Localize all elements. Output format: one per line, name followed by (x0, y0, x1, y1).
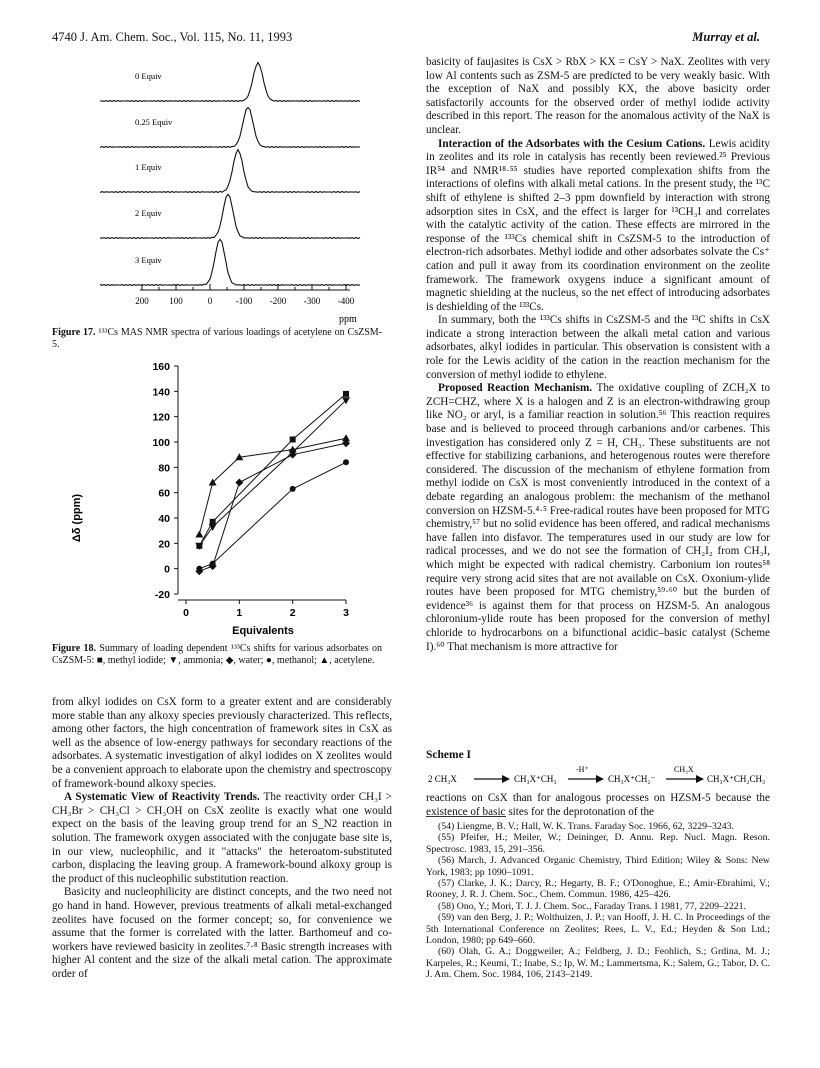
paragraph (426, 138, 770, 315)
reference-item: (55) Pfeifer, H.; Meiler, W.; Deininger, D. Annu. Rep. Nucl. Magn. Reson. Spectrosc. 1983, 15, 291–356. (426, 832, 770, 855)
section-heading: Interaction of the Adsorbates with the Cesium Cations. (438, 137, 706, 150)
reference-item: (59) van den Berg, J. P.; Wolthuizen, J. P.; van Hooff, J. H. C. In Proceedings of the 5th International Conference on Zeolites; Rees, L. V., Ed.; Heyden & Son Ltd.; London, 1980; pp 649–660. (426, 912, 770, 947)
chart-y-tick-label: -20 (154, 589, 170, 601)
figure-18-caption (52, 643, 382, 667)
reference-item: (56) March, J. Advanced Organic Chemistry, Third Edition; Wiley & Sons: New York, 1983; pp 1090–1091. (426, 855, 770, 878)
chart-x-tick-label: 0 (183, 607, 189, 619)
chart-y-tick-label: 80 (158, 462, 170, 475)
chart-y-tick-label: 160 (152, 361, 170, 373)
data-point-methyl-iodide (343, 391, 349, 397)
section-heading: Proposed Reaction Mechanism. (438, 382, 593, 395)
data-point-methanol (196, 566, 202, 572)
figure-17-label: Figure 17. (52, 327, 96, 338)
paragraph: In summary, both the ¹³³Cs shifts in CsZSM-5 and the ¹³C shifts in CsX indicate a strong interaction between the alkali metal cation and various adsorbates, alkyl iodides in particular. This observation is consistent with a role for the Lewis acidity of the cation in the reaction mechanism for the conversion of methyl iodide to ethylene. (426, 314, 770, 381)
spectra-x-tick-label: 100 (169, 296, 183, 306)
reference-item: (58) Ono, Y.; Mori, T. J. J. Chem. Soc., Faraday Trans. I 1981, 77, 2209–2221. (438, 900, 746, 912)
chart-y-tick-label: 40 (158, 513, 170, 525)
scheme-intermediate-1: CH₃X⁺CH₃ (514, 774, 557, 784)
spectra-x-unit: ppm (339, 314, 357, 325)
data-point-acetylene (342, 434, 350, 441)
references (426, 821, 770, 981)
paragraph-text: The oxidative coupling of ZCH₂X to ZCH=CHZ, where X is a halogen and Z is an electron-withdrawing group like NO₂ or aryl, is a familiar reaction in solution.⁵⁶ This reaction requires base and is believed to proceed through carbanions and/or carbenes. This investigation has considered only Z = H, CH₃. These substituents are not effective for stabilizing carbanions, and heterogenous routes were therefore considered. The discussion of the mechanism of ethylene formation from methyl iodide on CsX is most conveniently introduced in the context of a debate regarding an analogous problem: the mechanism of the methanol conversion on HZSM-5.⁴·⁵ Free-radical routes have been proposed for MTG chemistry,⁵⁷ but no solid evidence has been offered, and radical mechanisms have fallen into disfavor. The temperatures used in our study are low for radical processes, and we do not see the formation of CH₂I₂ from CH₃I, which might be expected with radical chemistry. Carbonium ion routes⁵⁸ require very strong acid sites that are not available on CsX. Oxonium-ylide routes have been proposed for MTG chemistry,⁵⁹·⁶⁰ but the burden of evidence³⁶ is against them for that process on HZSM-5. An analogous chloronium-ylide route has been proposed for the conversion of methyl chloride to hydrocarbons on a bifunctional acidic–basic catalyst (Scheme I).⁶⁰ That mechanism is more attractive for (426, 382, 770, 653)
trace-label: 0.25 Equiv (135, 117, 173, 127)
data-point-water (235, 479, 243, 487)
scheme-arrow-label-2: CH₃X (674, 765, 694, 774)
reference-item: (60) Olah, G. A.; Doggweiler, A.; Feldberg, J. D.; Feohlich, S.; Grdina, M. J.; Karpeles, R.; Keumi, T.; Inabe, S.; Ip, W. M.; Lammertsma, K.; Salem, G.; Tabor, D. C. J. Am. Chem. Soc. 1984, 106, 2143–2149. (426, 946, 770, 981)
chart-y-tick-label: 0 (164, 563, 170, 576)
reference-item: (54) Liengme, B. V.; Hall, W. K. Trans. Faraday Soc. 1966, 62, 3229–3243. (438, 821, 734, 832)
figure-17-caption-text: ¹³³Cs MAS NMR spectra of various loadings of acetylene on CsZSM-5. (52, 327, 382, 350)
spectra-x-tick-label: 0 (207, 296, 213, 306)
trace-label: 3 Equiv (135, 255, 162, 265)
nmr-trace (100, 63, 360, 102)
chart-y-tick-label: 120 (152, 411, 170, 424)
series-line-methyl-iodide (199, 394, 346, 546)
chart-y-tick-label: 20 (158, 538, 170, 551)
spectra-x-tick-label: -400 (337, 296, 355, 306)
scheme-1 (426, 764, 770, 790)
data-point-methanol (210, 561, 216, 567)
trace-label: 1 Equiv (135, 162, 162, 172)
scheme-title: Scheme I (426, 749, 472, 761)
paragraph: basicity of faujasites is CsX > RbX > KX = CsY > NaX. Zeolites with very low Al contents such as ZSM-5 are predicted to be very weakly basic. With the exception of NaX and possibly KX, the above basicity order satisfactorily accounts for the observed order of methyl iodide activity described in this report. The reason for the anomalous activity of the NaX is unclear. (426, 56, 770, 136)
spectra-x-tick-label: -200 (269, 296, 287, 306)
section-heading: A Systematic View of Reactivity Trends. (64, 791, 260, 804)
spectra-x-tick-label: -300 (303, 296, 321, 306)
left-column-body (52, 696, 392, 981)
right-column-body (426, 56, 770, 654)
chart-y-axis-label: Δδ (ppm) (71, 493, 83, 543)
figure-18-caption-text: Summary of loading dependent ¹³³Cs shifts for various adsorbates on CsZSM-5: ■, methyl iodide; ▼, ammonia; ◆, water; ●, methanol; ▲, acetylene. (52, 643, 382, 666)
chart-x-axis-label: Equivalents (232, 625, 294, 637)
spectra-x-tick-label: 200 (135, 296, 149, 306)
spectra-x-tick-label: -100 (235, 296, 253, 306)
series-line-acetylene (199, 438, 346, 534)
paragraph (426, 382, 770, 654)
scheme-arrow-label-1: -H⁺ (576, 765, 589, 774)
paragraph-text: Lewis acidity in zeolites and its role in catalysis has recently been reviewed.²⁵ Previous IR⁵⁴ and NMR¹⁸·⁵⁵ studies have reported complexation shifts from the interactions of olefins with alkali metal cations. In the present study, the ¹³C shift of ethylene is shifted 2–3 ppm downfield by interaction with strong adsorption sites in CsX, and the effect is larger for ¹³CH₃I and correlates with the catalytic activity of the cation. These effects are mirrored in the response of the ¹³³Cs chemical shift in CsZSM-5 to the introduction of electron-rich adsorbates. Methyl iodide and other adsorbates solvate the Cs⁺ cation and pull it away from its coordination environment on the zeolite framework. The framework oxygens induce a significant amount of magnetic shielding at the nucleus, so the net effect of introducing adsorbates is deshielding of the ¹³³Cs. (426, 137, 770, 313)
scheme-product: CH₃X⁺CH₂CH₃ (707, 774, 766, 784)
figure-18-chart (58, 358, 382, 642)
paragraph: Basicity and nucleophilicity are distinct concepts, and the two need not go hand in hand. However, previous treatments of alkali metal-exchanged zeolites have focused on the former concept; so, for convenience we assume that the former is correlated with the latter. Barthomeuf and co-workers have reviewed basicity in zeolites.⁷·⁸ Basic strength increases with higher Al content and the size of the alkali metal cation. The approximate order of (52, 886, 392, 980)
chart-x-tick-label: 2 (289, 607, 296, 619)
nmr-trace (100, 108, 360, 148)
data-point-methanol (290, 486, 296, 492)
chart-y-tick-label: 60 (158, 487, 170, 500)
chart-x-tick-label: 3 (343, 607, 349, 619)
chart-y-tick-label: 140 (152, 386, 170, 399)
scheme-reactant: 2 CH₃X (428, 774, 457, 784)
scheme-intermediate-2: CH₃X⁺CH₂⁻ (608, 774, 656, 784)
figure-17-spectra (100, 55, 380, 325)
series-line-methanol (199, 462, 346, 568)
running-header: 4740 J. Am. Chem. Soc., Vol. 115, No. 11, 1993 (52, 30, 293, 44)
data-point-methyl-iodide (290, 436, 296, 442)
footnote-rule (426, 816, 506, 817)
data-point-acetylene (195, 530, 203, 537)
figure-17-caption (52, 327, 382, 351)
chart-x-tick-label: 1 (236, 607, 243, 619)
paragraph-text: The reactivity order CH₃I > CH₃Br > CH₃Cl > CH₃OH on CsX zeolite is exactly what one would expect on the basis of the leaving group trend for an S_N2 reaction in solution. The framework oxygen associated with the conjugate base site is, in our view, nucleophilic, and it "attacks" the heteroatom-substituted carbon, displacing the leaving group. A framework-bound alkoxy group is the product of this nucleophilic substitution reaction. (52, 791, 392, 885)
paragraph: reactions on CsX than for analogous processes on HZSM-5 because the existence of basic sites for the deprotonation of the (426, 792, 770, 818)
chart-y-tick-label: 100 (152, 437, 170, 449)
paragraph: from alkyl iodides on CsX form to a greater extent and are considerably more stable than any alkoxy species previously characterized. This reflects, among other factors, the high concentration of framework sites in CsX as well as the absence of low-energy pathways for secondary reactions of the adsorbates. A systematic investigation of alkyl iodides on X zeolites would be a convenient approach to elaborate upon the chemistry and spectroscopy of framework-bound alkoxy species. (52, 696, 392, 790)
paragraph (52, 791, 392, 886)
reference-item: (57) Clarke, J. K.; Darcy, R.; Hegarty, B. F.; O'Donoghue, E.; Amir-Ebrahimi, V.; Rooney, J. R. J. Chem. Soc., Chem. Commun. 1986, 425–426. (426, 878, 770, 901)
trace-label: 2 Equiv (135, 208, 162, 218)
figure-18-label: Figure 18. (52, 643, 96, 654)
author-header: Murray et al. (692, 30, 760, 44)
trace-label: 0 Equiv (135, 71, 162, 81)
data-point-methanol (343, 459, 349, 465)
